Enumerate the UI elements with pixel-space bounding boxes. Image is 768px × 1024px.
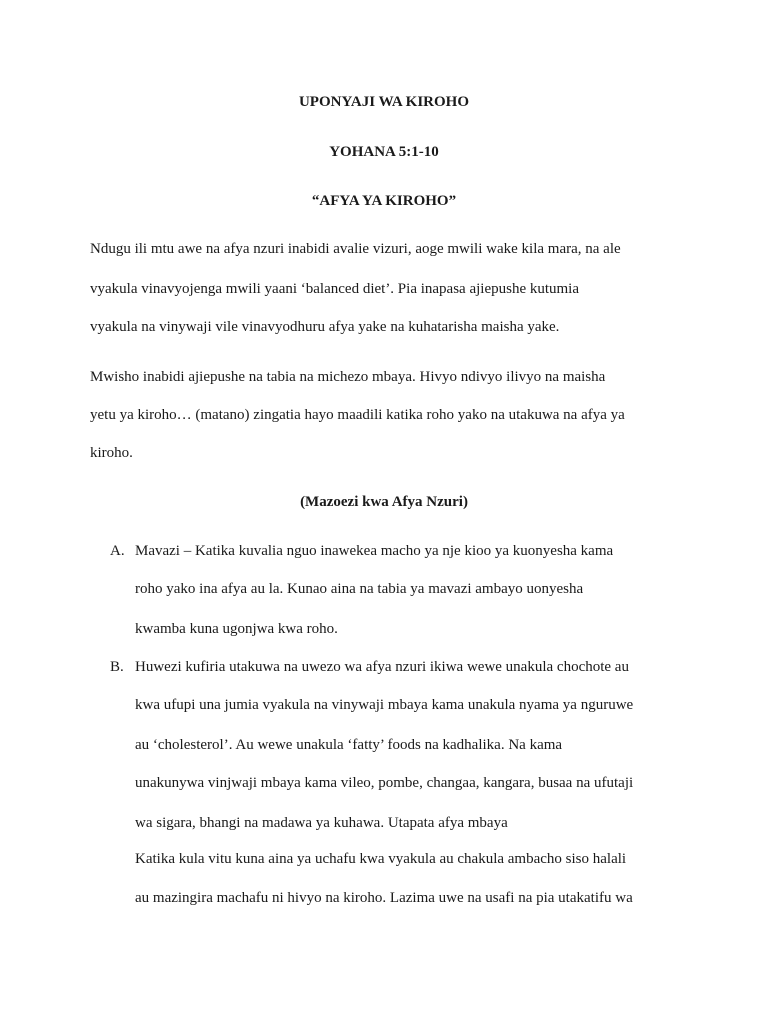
paragraph-1-line: vyakula vinavyojenga mwili yaani ‘balanced diet’. Pia inapasa ajiepushe kutumia — [90, 281, 580, 297]
list-item-b-line: au ‘cholesterol’. Au wewe unakula ‘fatty’ foods na kadhalika. Na kama — [135, 737, 563, 753]
paragraph-2-line: yetu ya kiroho… (matano) zingatia hayo maadili katika roho yako na utakuwa na afya ya — [90, 407, 625, 423]
paragraph-1-line: Ndugu ili mtu awe na afya nzuri inabidi avalie vizuri, aoge mwili wake kila mara, na ale — [90, 241, 621, 257]
list-item-b-line: au mazingira machafu ni hivyo na kiroho. Lazima uwe na usafi na pia utakatifu wa — [135, 890, 633, 906]
list-item-b-line: wa sigara, bhangi na madawa ya kuhawa. Utapata afya mbaya — [135, 815, 508, 831]
section-heading: (Mazoezi kwa Afya Nzuri) — [300, 494, 468, 510]
scripture-reference: YOHANA 5:1-10 — [329, 144, 439, 160]
list-marker-b: B. — [110, 659, 124, 675]
list-item-b-line: Huwezi kufiria utakuwa na uwezo wa afya nzuri ikiwa wewe unakula chochote au — [135, 659, 629, 675]
document-title: UPONYAJI WA KIROHO — [298, 94, 470, 110]
list-item-b-line: unakunywa vinjwaji mbaya kama vileo, pombe, changaa, kangara, busaa na ufutaji — [135, 775, 634, 791]
list-item-a-line: roho yako ina afya au la. Kunao aina na tabia ya mavazi ambayo uonyesha — [135, 581, 584, 597]
list-item-a-line: Mavazi – Katika kuvalia nguo inawekea macho ya nje kioo ya kuonyesha kama — [135, 543, 614, 559]
list-item-b-line: Katika kula vitu kuna aina ya uchafu kwa vyakula au chakula ambacho siso halali — [135, 851, 627, 867]
paragraph-1-line: vyakula na vinywaji vile vinavyodhuru afya yake na kuhatarisha maisha yake. — [90, 319, 560, 335]
list-item-b-line: kwa ufupi una jumia vyakula na vinywaji mbaya kama unakula nyama ya nguruwe — [135, 697, 634, 713]
list-marker-a: A. — [110, 543, 125, 559]
paragraph-2-line: kiroho. — [90, 445, 133, 461]
list-item-a-line: kwamba kuna ugonjwa kwa roho. — [135, 621, 338, 637]
paragraph-2-line: Mwisho inabidi ajiepushe na tabia na michezo mbaya. Hivyo ndivyo ilivyo na maisha — [90, 369, 606, 385]
document-subtitle: “AFYA YA KIROHO” — [311, 193, 457, 209]
